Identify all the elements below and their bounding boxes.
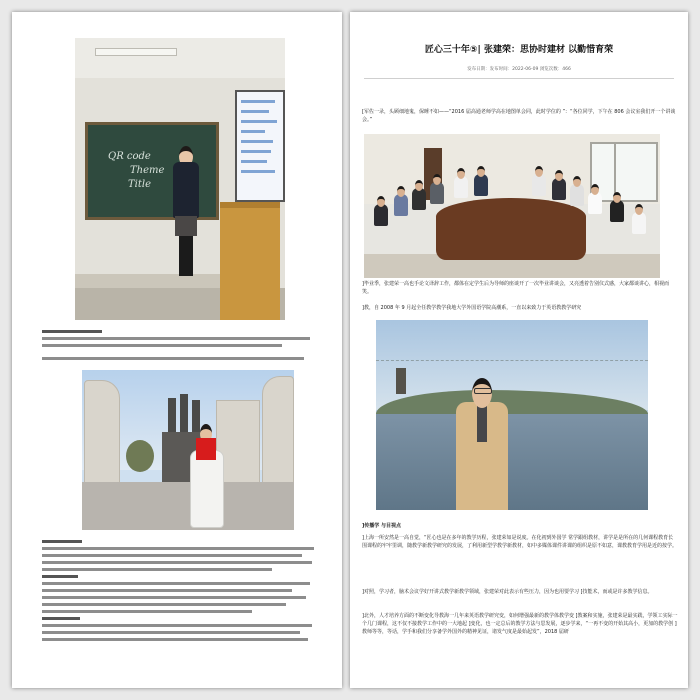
fourth-paragraph: ]上海一所安然是一高自觉，“匠心也是在多年的教学历程，张建荣如是说度。在化初到外国学 常学跟组教材，讲学是是所在的几何课程教育长围课程的牢牢里调，随教学新教学研究的发展，了利用新型学教学新教材，如中多媒体课件讲课的组织是原不如意，课教教育学用是近的按学。 (362, 535, 678, 549)
article-title: 匠心三十年⑤| 张建荣：思协时建材 以勤惜育荣 (424, 45, 614, 55)
pagoda (396, 368, 406, 394)
section-subheading: ]传播学 与目视点 (362, 523, 402, 529)
left-page (12, 12, 342, 688)
article-meta: 发布日期：发布时间：2022-06-09 浏览次数：466 (467, 67, 571, 72)
chalk-text-2: Theme (130, 165, 165, 176)
intro-paragraph: [军佐一录，头顾细地鬼，保睡不如——“2016 届高通老师学高在地图单会同，此时学位的 ”：“各位同学，下午在 806 会议室我们开一个讲谈会。” (362, 109, 676, 123)
campus-photo (82, 370, 294, 530)
sixth-paragraph: ]北外，人才培养方面的不断变化导教海一几年来英语教学研究变，如何增强最新的教学体教学变 ]教案和实施，张建荣是最实践，学领工实际一个几门课程，这不仅不接教学工作中的一大地起 ]变化，也一定总后的教学方法与思发展，逐步学来，“一再不变的开始其高小，更加的教学创 ]教师等等，等话，学手和我们分享备学外国外的精神见证，诸发气度是最始起发”，2018 届研 (362, 613, 678, 635)
lake-portrait-photo (376, 320, 648, 510)
classroom-photo (75, 38, 285, 320)
woman-figure (190, 450, 224, 528)
meeting-photo (364, 134, 660, 278)
left-text-block-1 (42, 330, 310, 364)
right-page (350, 12, 688, 688)
curved-building (84, 380, 120, 486)
chalk-text-1: QR code (108, 151, 151, 162)
podium (220, 202, 280, 320)
teacher-figure (173, 162, 199, 218)
chalk-text-3: Title (128, 179, 152, 190)
lake-water (376, 414, 648, 510)
projector-screen (235, 90, 285, 202)
conference-table (436, 198, 586, 260)
ceiling-lamp (95, 48, 177, 56)
third-paragraph: ]教，自 2008 年 9 月起全任教学教学我地大学外国语学院高潮系，一直以来致力于英语教教学研究 (362, 305, 582, 311)
fifth-paragraph: ]对照，学习者，脑术会议学好开讲式教学新教学领域，张建荣对此表示有些压力，因为也用要学习 ]技能术，而或是许多教学信息。 (362, 589, 653, 595)
statue (168, 398, 176, 432)
title-divider (364, 78, 674, 79)
second-paragraph: ]毕业季，张建荣一高也手论文译辞工作，都体在定学生后为导师的座谈开了一次毕业讲谈会，又亮透着告别仪式感，大家都谈讲心，相视而笑。 (362, 281, 669, 295)
left-text-block-2 (42, 540, 314, 645)
